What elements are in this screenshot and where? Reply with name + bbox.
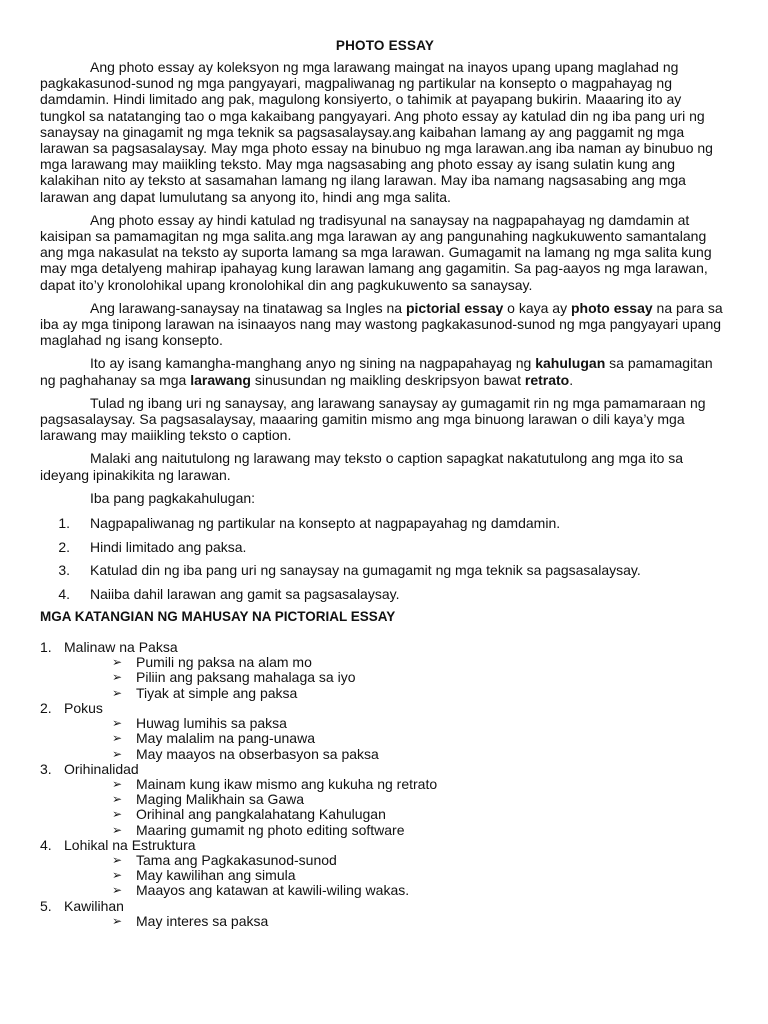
list-item-text: Nagpapaliwanag ng partikular na konsepto at nagpapayahag ng damdamin. xyxy=(90,515,561,532)
arrow-bullet-icon: ➢ xyxy=(112,685,123,700)
paragraph-4-text: Ito ay isang kamangha-manghang anyo ng sining na nagpapahayag ng xyxy=(90,355,536,372)
list-item xyxy=(40,562,730,578)
list-item-text: Hindi limitado ang paksa. xyxy=(90,538,247,555)
criterion-heading xyxy=(40,838,730,853)
bullet-text: May interes sa paksa xyxy=(136,912,269,929)
bullet-text: May malalim na pang-unawa xyxy=(136,730,315,747)
criterion-heading xyxy=(40,701,730,716)
criterion-number: 4. xyxy=(40,836,52,853)
criterion-bullet xyxy=(40,716,730,731)
section-heading: MGA KATANGIAN NG MAHUSAY NA PICTORIAL ESSAY xyxy=(40,609,396,625)
criterion-label: Kawilihan xyxy=(64,897,124,914)
term-larawang: larawang xyxy=(190,371,251,388)
bullet-text: Huwag lumihis sa paksa xyxy=(136,715,287,732)
criterion-bullet xyxy=(40,914,730,929)
criterion-bullet xyxy=(40,686,730,701)
arrow-bullet-icon: ➢ xyxy=(112,792,123,807)
bullet-text: Tiyak at simple ang paksa xyxy=(136,684,298,701)
bullet-text: Mainam kung ikaw mismo ang kukuha ng retrato xyxy=(136,775,438,792)
bullet-text: Piliin ang paksang mahalaga sa iyo xyxy=(136,669,356,686)
arrow-bullet-icon: ➢ xyxy=(112,883,123,898)
list-item-number: 1. xyxy=(58,515,70,532)
paragraph-3-text: Ang larawang-sanaysay na tinatawag sa Ingles na xyxy=(90,299,406,316)
paragraph-3-text: na para sa iba ay mga tinipong larawan na isinaayos nang may wastong pagkakasunod-sunod ng mga pangyayari upang maglahad ng isang konsepto. xyxy=(40,299,723,349)
bullet-text: Tama ang Pagkakasunod-sunod xyxy=(136,851,337,868)
bullet-text: Maging Malikhain sa Gawa xyxy=(136,791,305,808)
arrow-bullet-icon: ➢ xyxy=(112,807,123,822)
list-item-number: 4. xyxy=(58,585,70,602)
paragraph-3 xyxy=(40,300,730,349)
paragraph-5: Tulad ng ibang uri ng sanaysay, ang larawang sanaysay ay gumagamit rin ng mga pamamaraan ng pagsasalaysay. Sa pagsasalaysay, maaaring gamitin mismo ang mga binuong larawan o dili kaya’y mga larawang may maiikling teksto o caption. xyxy=(40,394,706,444)
bullet-text: Maaring gumamit ng photo editing software xyxy=(136,821,405,838)
paragraph-6: Malaki ang naitutulong ng larawang may teksto o caption sapagkat nakatutulong ang mga ito sa ideyang ipinakikita ng larawan. xyxy=(40,450,684,483)
criterion-number: 2. xyxy=(40,699,52,716)
meanings-intro: Iba pang pagkakahulugan: xyxy=(90,489,256,506)
term-retrato: retrato xyxy=(524,371,570,388)
bullet-text: Pumili ng paksa na alam mo xyxy=(136,654,312,671)
criterion-label: Lohikal na Estruktura xyxy=(64,836,196,853)
list-item-text: Katulad din ng iba pang uri ng sanaysay na gumagamit ng mga teknik sa pagsasalaysay. xyxy=(90,562,641,579)
arrow-bullet-icon: ➢ xyxy=(112,868,123,883)
criterion-bullet xyxy=(40,853,730,868)
paragraph-3-text: o kaya ay xyxy=(503,299,571,316)
list-item-number: 2. xyxy=(58,538,70,555)
bullet-text: May kawilihan ang simula xyxy=(136,867,296,884)
paragraph-2: Ang photo essay ay hindi katulad ng tradisyunal na sanaysay na nagpapahayag ng damdamin at kaisipan sa pamamagitan ng mga salita.ang mga larawan ay ang pangunahing nagkukuwento samantalang ang mga nakasulat na teksto ay suporta lamang sa mga larawan. Gumagamit na lamang ng mga salita kung may mga detalyeng mahirap ipahayag kung larawan lamang ang gagamitin. Sa pag-aayos ng mga larawan, dapat ito’y kronolohikal upang kronolohikal din ang pagkukuwento sa sanaysay. xyxy=(40,211,712,293)
criterion-label: Malinaw na Paksa xyxy=(64,639,178,656)
paragraph-4-text: sinusundan ng maikling deskripsyon bawat xyxy=(250,371,525,388)
criterion-bullet xyxy=(40,731,730,746)
criterion-label: Pokus xyxy=(64,699,103,716)
criterion-heading xyxy=(40,762,730,777)
criterion-number: 1. xyxy=(40,639,52,656)
criterion-label: Orihinalidad xyxy=(64,760,139,777)
criterion-bullet xyxy=(40,883,730,898)
criterion-bullet xyxy=(40,777,730,792)
arrow-bullet-icon: ➢ xyxy=(112,746,123,761)
term-photo-essay: photo essay xyxy=(570,299,653,316)
arrow-bullet-icon: ➢ xyxy=(112,655,123,670)
criterion-number: 3. xyxy=(40,760,52,777)
term-kahulugan: kahulugan xyxy=(535,355,606,372)
criterion-bullet xyxy=(40,655,730,670)
arrow-bullet-icon: ➢ xyxy=(112,913,123,928)
criterion-heading xyxy=(40,640,730,655)
criteria-list xyxy=(40,640,730,929)
arrow-bullet-icon: ➢ xyxy=(112,776,123,791)
criterion-bullet xyxy=(40,792,730,807)
criterion-heading xyxy=(40,899,730,914)
criterion-bullet xyxy=(40,823,730,838)
paragraph-4-text: . xyxy=(569,371,574,388)
list-item xyxy=(40,539,730,555)
arrow-bullet-icon: ➢ xyxy=(112,822,123,837)
paragraph-1: Ang photo essay ay koleksyon ng mga larawang maingat na inayos upang upang maglahad ng pagkakasunod-sunod ng mga pangyayari, magpaliwanag ng partikular na konsepto o magpahayag ng damdamin. Hindi limitado ang pak, magulong konsiyerto, o tahimik at payapang bukirin. Maaaring ito ay tungkol sa natatanging tao o mga kakaibang pangyayari. Ang photo essay ay katulad din ng iba pang uri ng sanaysay na ginagamit ng mga teknik sa pagsasalaysay.ang kaibahan lamang ay ang paggamit ng mga larawan sa pagsasalaysay. May mga photo essay na binubuo ng mga larawan.ang iba naman ay binubuo ng mga larawang may maiikling teksto. May mga nagsasabing ang photo essay ay isang sulatin kung ang kalakihan nito ay teksto at sasamahan lamang ng ilang larawan. May iba namang nagsasabing ang mga larawan ang dapat lumulutang sa anyong ito, hindi ang mga salita. xyxy=(40,59,713,205)
paragraph-4-text: sa pamamagitan ng paghahanay sa mga xyxy=(40,355,713,388)
paragraph-4 xyxy=(40,355,730,387)
criterion-bullet xyxy=(40,670,730,685)
arrow-bullet-icon: ➢ xyxy=(112,731,123,746)
criterion-bullet xyxy=(40,747,730,762)
arrow-bullet-icon: ➢ xyxy=(112,670,123,685)
list-item xyxy=(40,515,730,531)
meanings-list xyxy=(40,515,730,602)
list-item-number: 3. xyxy=(58,562,70,579)
page-title: PHOTO ESSAY xyxy=(335,38,435,53)
bullet-text: May maayos na obserbasyon sa paksa xyxy=(136,745,379,762)
arrow-bullet-icon: ➢ xyxy=(112,716,123,731)
document-page xyxy=(40,38,730,929)
term-pictorial-essay: pictorial essay xyxy=(405,299,504,316)
criterion-bullet xyxy=(40,868,730,883)
criterion-bullet xyxy=(40,807,730,822)
bullet-text: Maayos ang katawan at kawili-wiling wakas. xyxy=(136,882,410,899)
list-item-text: Naiiba dahil larawan ang gamit sa pagsasalaysay. xyxy=(90,585,400,602)
bullet-text: Orihinal ang pangkalahatang Kahulugan xyxy=(136,806,386,823)
arrow-bullet-icon: ➢ xyxy=(112,852,123,867)
criterion-number: 5. xyxy=(40,897,52,914)
list-item xyxy=(40,586,730,602)
